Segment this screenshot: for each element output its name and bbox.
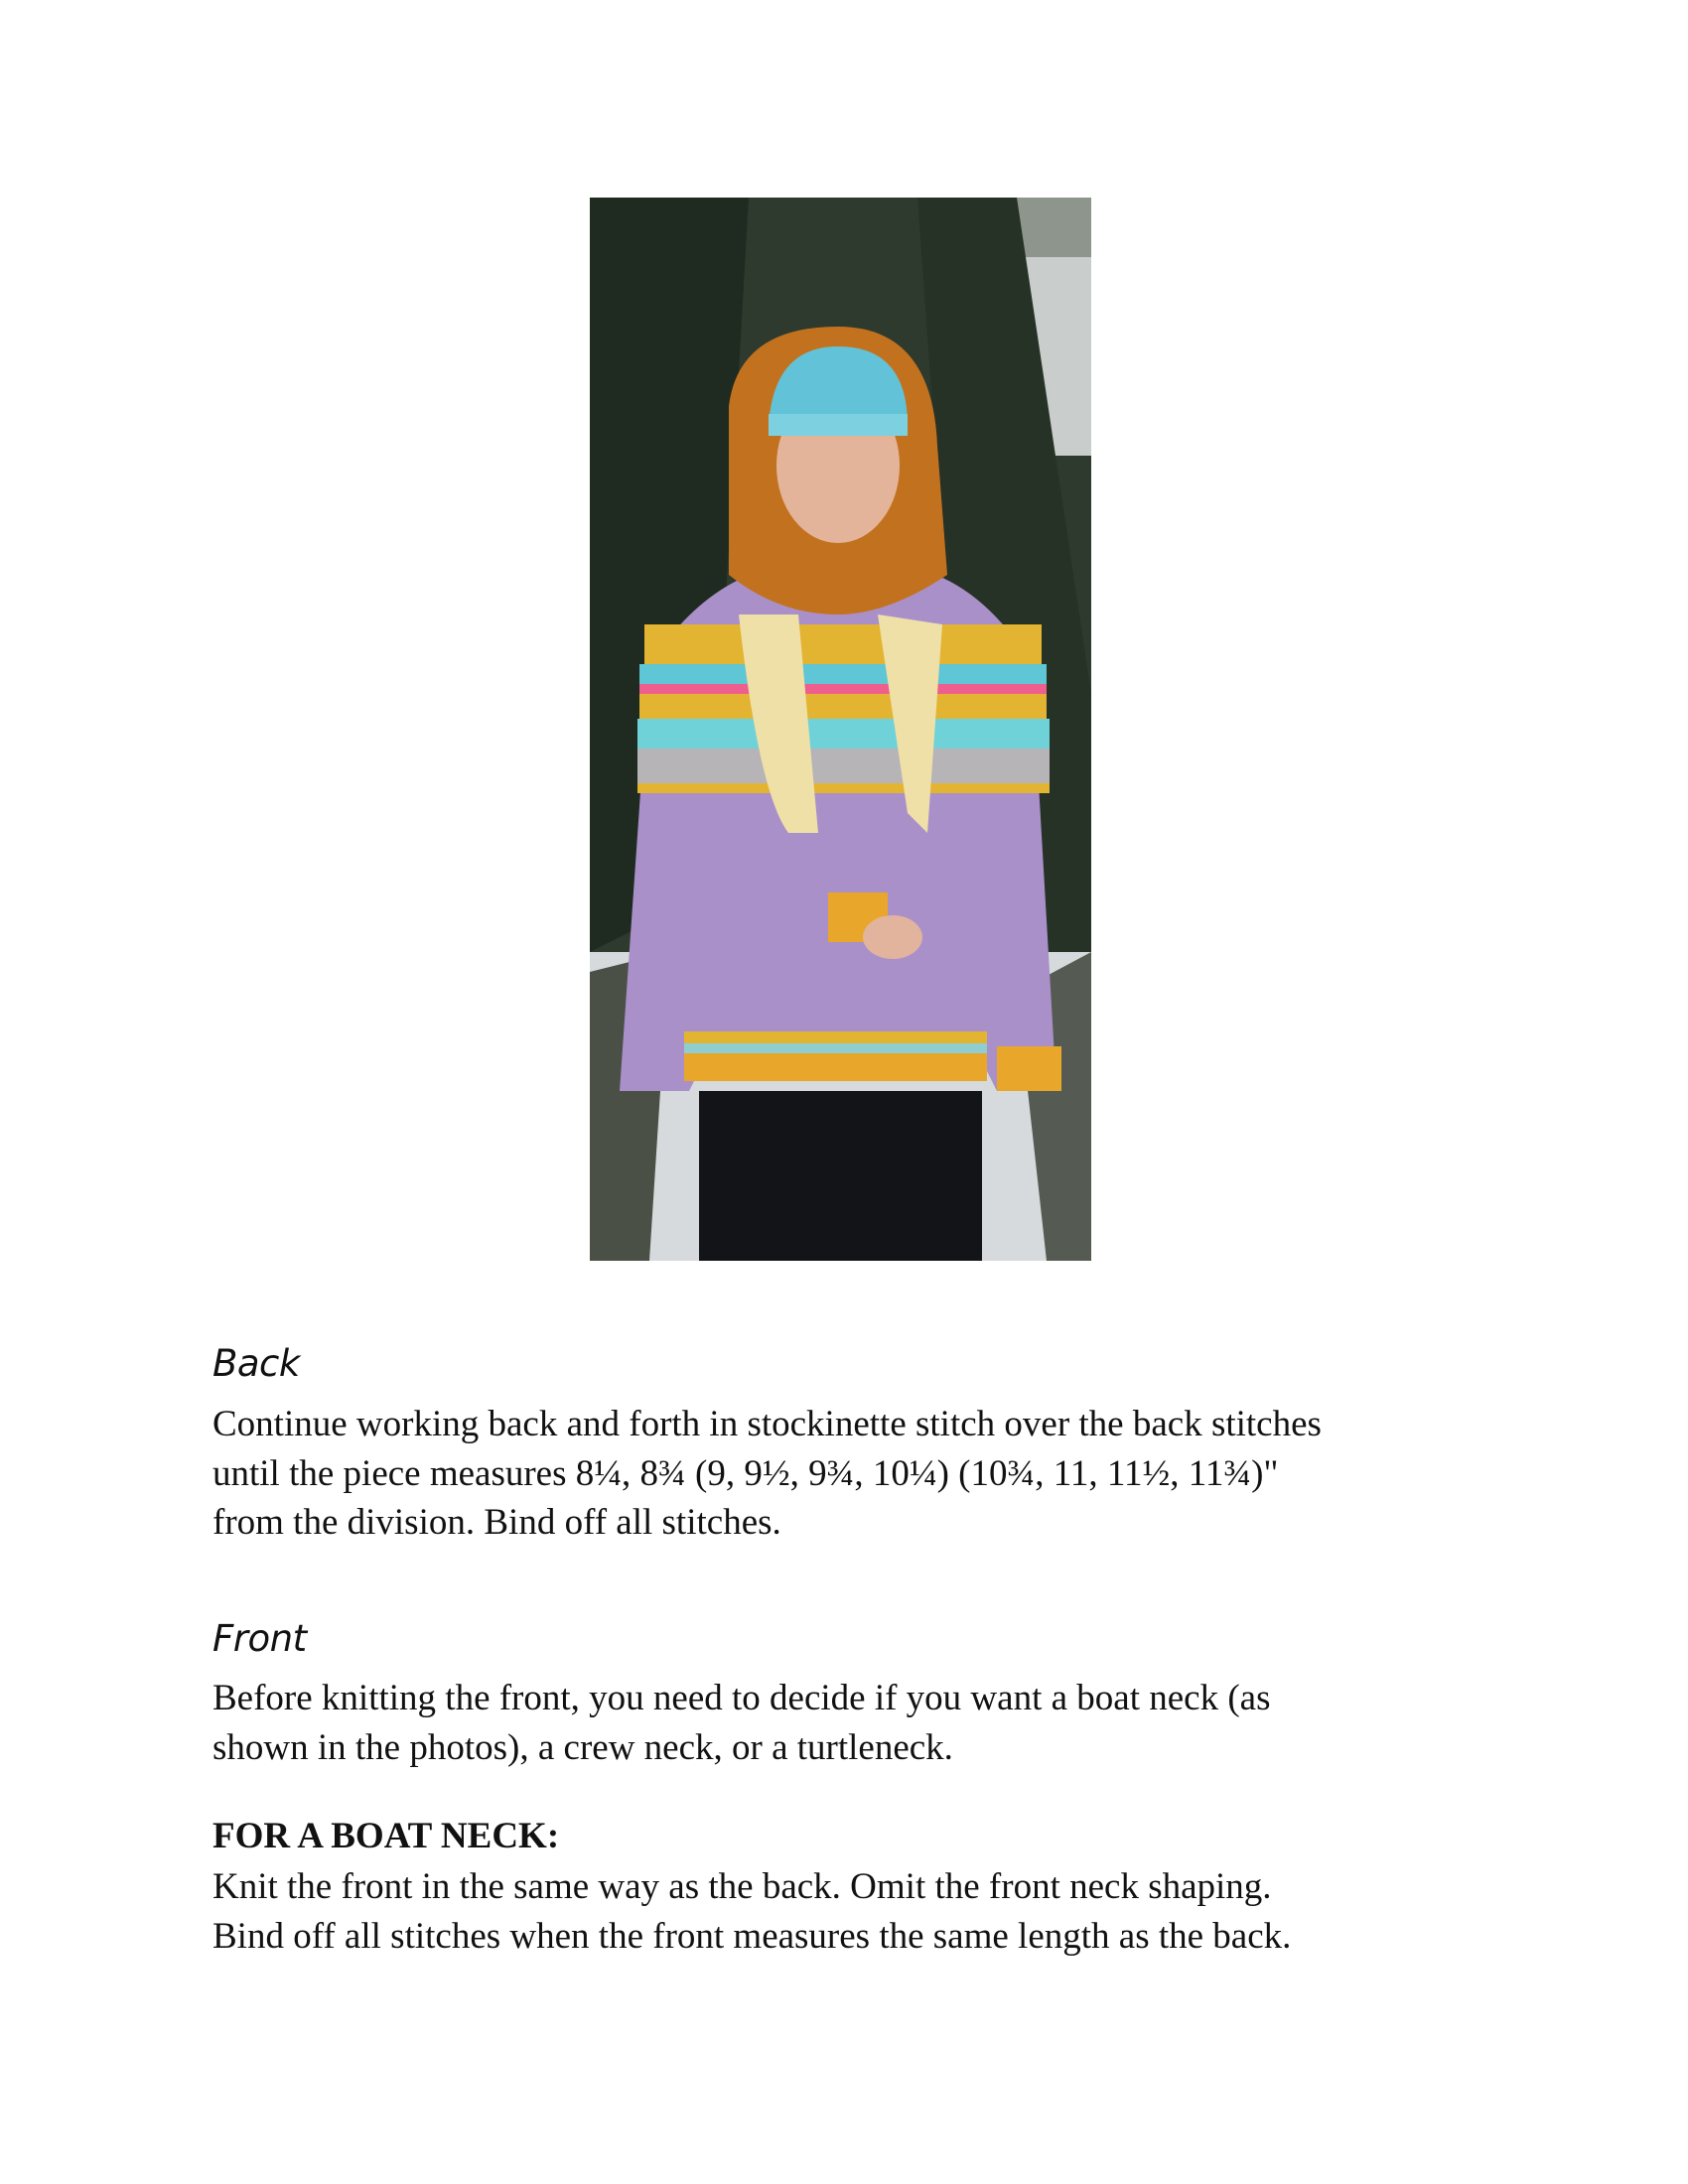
front-line-1: Before knitting the front, you need to decide if you want a boat neck (as bbox=[212, 1678, 1271, 1718]
back-line-2: until the piece measures 8¼, 8¾ (9, 9½, 9¾, 10¼) (10¾, 11, 11½, 11¾)" bbox=[212, 1452, 1279, 1494]
sweater-photo bbox=[590, 198, 1091, 1261]
boat-neck-paragraph bbox=[212, 1862, 1503, 1961]
front-line-2: shown in the photos), a crew neck, or a turtleneck. bbox=[212, 1726, 953, 1768]
front-paragraph bbox=[212, 1674, 1503, 1772]
back-paragraph bbox=[212, 1400, 1503, 1548]
boat-neck-heading: FOR A BOAT NECK: bbox=[212, 1816, 560, 1856]
section-heading-front: Front bbox=[212, 1617, 307, 1660]
boat-neck-line-2: Bind off all stitches when the front measures the same length as the back. bbox=[212, 1915, 1292, 1957]
section-heading-back: Back bbox=[212, 1342, 300, 1385]
back-line-3: from the division. Bind off all stitches. bbox=[212, 1502, 781, 1543]
back-line-1: Continue working back and forth in stockinette stitch over the back stitches bbox=[212, 1404, 1322, 1444]
boat-neck-line-1: Knit the front in the same way as the back. Omit the front neck shaping. bbox=[212, 1866, 1272, 1907]
